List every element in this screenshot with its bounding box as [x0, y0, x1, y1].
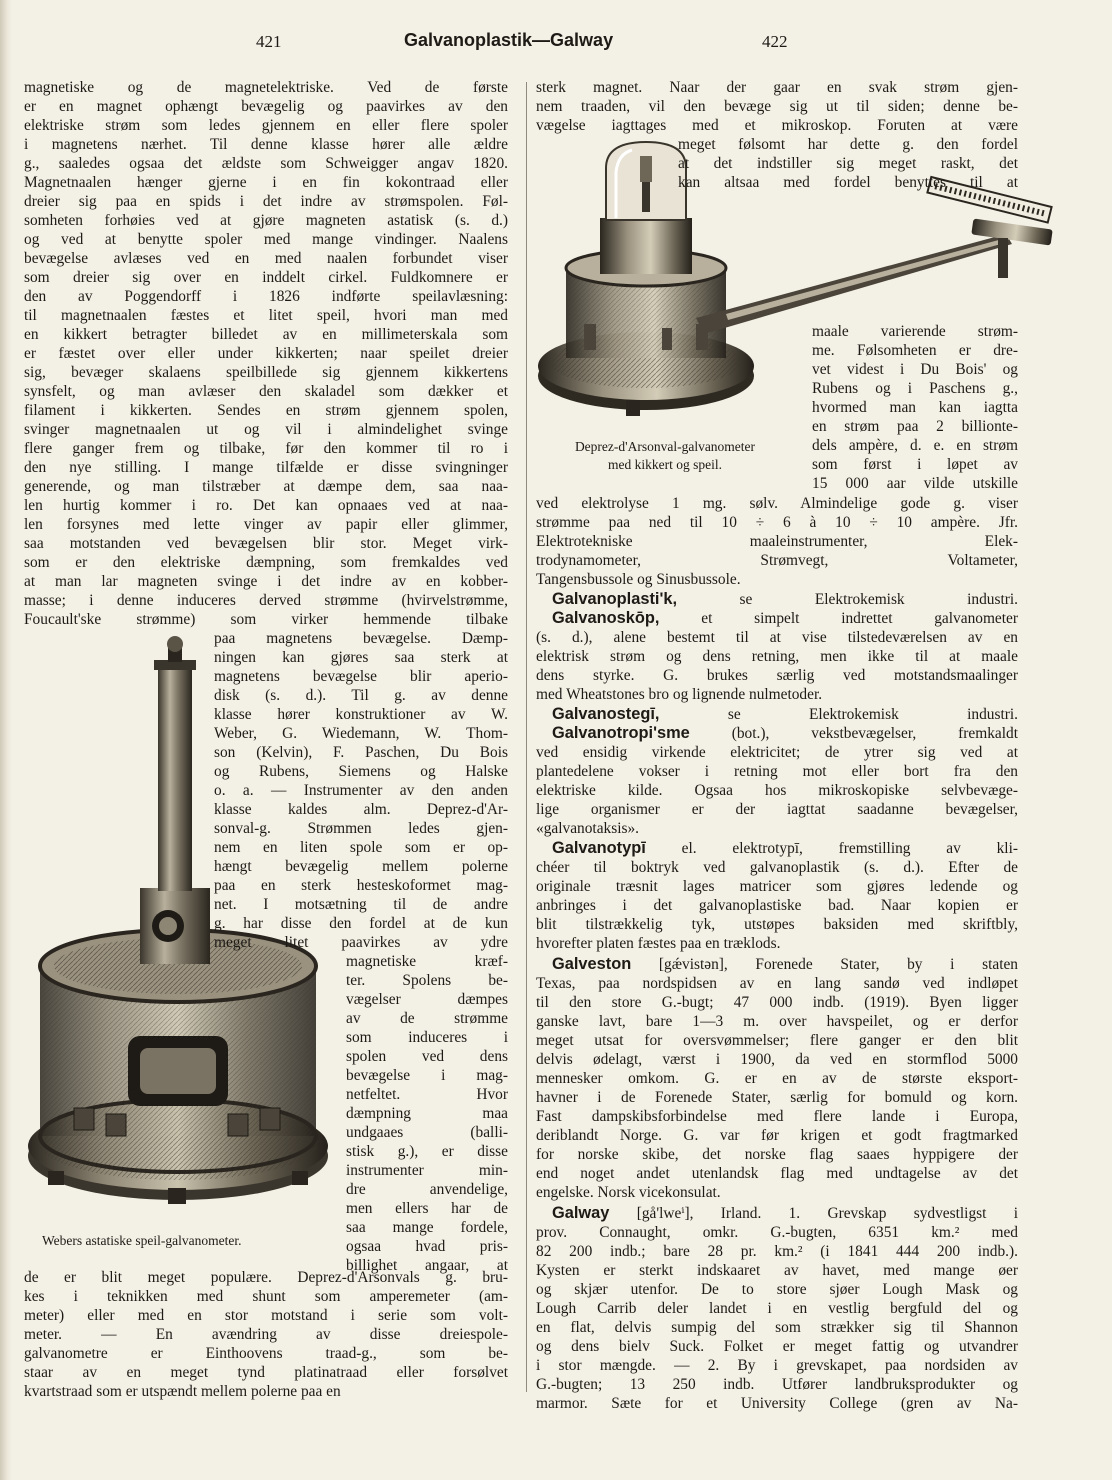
left-wrap-line: paa en sterk hesteskoformet mag- — [214, 877, 508, 894]
left-wrap-narrow-line: stisk g.), er disse — [346, 1143, 508, 1160]
left-column-line: masse; i denne induceres derved strømme (hvirvelstrømme, — [24, 592, 508, 609]
entry-text: [gǽvistən], Forenede Stater, by i staten — [631, 956, 1018, 973]
left-column-line: len hurtig kommer i ro. Det kan opnaaes ved at naa- — [24, 497, 508, 514]
left-bottom-line: kes i teknikken med shunt som amperemeter (am- — [24, 1288, 508, 1305]
right-wrap-narrow-line: som først i løpet av — [812, 456, 1018, 473]
entry-galveston-line: ganske lavt, bare 1—3 m. over havspeilet, og er derfor — [536, 1013, 1018, 1030]
left-wrap-line: meget litet paavirkes av ydre — [214, 934, 508, 951]
left-column-line: elektriske strøm som ledes gjennem en eller flere spoler — [24, 117, 508, 134]
left-wrap-line: Weber, G. Wiedemann, W. Thom- — [214, 725, 508, 742]
entry-galveston-line: deriblandt Norge. G. var før krigen et godt fragtmarked — [536, 1127, 1018, 1144]
right-column-line: ved elektrolyse 1 mg. sølv. Almindelige gode g. viser — [536, 495, 1018, 512]
left-column-line: filament i kikkerten. Sendes en strøm gjennem spolen, — [24, 402, 508, 419]
left-column-line: len forsynes med lette vinger av papir eller glimmer, — [24, 516, 508, 533]
entry-headword: Galvanostegī, — [552, 705, 660, 723]
entry-headword: Galvanotropi'sme — [552, 724, 690, 742]
entry-galvanoskop — [552, 609, 1018, 628]
left-column-line: en kikkert betragter billedet av en millimeterskala som — [24, 326, 508, 343]
right-column-line: Tangensbussole og Sinusbussole. — [536, 571, 741, 588]
entry-galveston-line: meget utsat for oversvømmelser; flere ganger er den blit — [536, 1032, 1018, 1049]
left-column-line: flere ganger frem og tilbake, før den kommer til ro i — [24, 440, 508, 457]
left-wrap-narrow-line: bevægelse i mag- — [346, 1067, 508, 1084]
left-column-line: somheten forhøies ved at gjøre magneten astatisk (s. d.) — [24, 212, 508, 229]
left-column-line: magnetiske og de magnetelektriske. Ved de første — [24, 79, 508, 96]
left-bottom-line: meter) eller med en stor motstand i serie som volt- — [24, 1307, 508, 1324]
left-column-line: at man lar magneten svinge i det indre av en kobber- — [24, 573, 508, 590]
left-wrap-narrow-line: dre anvendelige, — [346, 1181, 508, 1198]
left-wrap-narrow-line: undgaaes (balli- — [346, 1124, 508, 1141]
left-wrap-line: og Rubens, Siemens og Halske — [214, 763, 508, 780]
entry-galway-line: G.-bugten; 13 250 indb. Utfører landbruksprodukter og — [536, 1376, 1018, 1393]
entry-galvanotropisme-line: lige organismer er der iagttat saadanne bevægelser, — [536, 801, 1018, 818]
entry-galveston-line: til den store G.-bugt; 47 000 indb. (1919). Byen ligger — [536, 994, 1018, 1011]
left-column-line: Foucault'ske strømme) som virker hemmende tilbake — [24, 611, 508, 628]
entry-text: (bot.), vekstbevægelser, fremkaldt — [689, 725, 1018, 742]
entry-galvanotypi-line: originale træsnit lages matricer som gjøres ledende og — [536, 878, 1018, 895]
left-wrap-narrow-line: instrumenter min- — [346, 1162, 508, 1179]
left-column-line: sig, bevæger skalaens speilbillede sig gjennem kikkertens — [24, 364, 508, 381]
left-wrap-line: magnetens bevægelse blir aperio- — [214, 668, 508, 685]
entry-headword: Galway — [552, 1204, 610, 1222]
entry-text: se Elektrokemisk industri. — [659, 706, 1018, 723]
right-column-line: trodynamometer, Strømvegt, Voltameter, — [536, 552, 1018, 569]
left-wrap-line: paa magnetens bevægelse. Dæmp- — [214, 630, 508, 647]
column-divider — [526, 82, 527, 1392]
left-wrap-narrow-line: vægelser dæmpes — [346, 991, 508, 1008]
left-wrap-line: sonval-g. Strømmen ledes gjen- — [214, 820, 508, 837]
left-bottom-line: meter. — En avændring av disse dreiespole- — [24, 1326, 508, 1343]
left-wrap-narrow-line: men ellers har de — [346, 1200, 508, 1217]
entry-text: el. elektrotypī, fremstilling av kli- — [645, 840, 1018, 857]
running-title: Galvanoplastik—Galway — [404, 30, 614, 50]
left-wrap-line: disk (s. d.). Til g. av denne — [214, 687, 508, 704]
left-column-line: dreier sig paa en spids i det indre av strømspolen. Føl- — [24, 193, 508, 210]
entry-galvanoskop-line: med Wheatstones bro og lignende nulmetoder. — [536, 686, 823, 703]
entry-galveston-line: Texas, paa nordspidsen av en lang sandø ved indløpet — [536, 975, 1018, 992]
entry-galvanoskop-line: elektrisk strøm og dens retning, men ikke til at maale — [536, 648, 1018, 665]
left-wrap-line: ningen kan gjøres saa sterk at — [214, 649, 508, 666]
entry-headword: Galvanotypī — [552, 839, 646, 857]
left-wrap-line: klasse hører konstruktioner av W. — [214, 706, 508, 723]
entry-galvanotypi-line: blit tilstrækkelig tyk, utstøpes baksiden med skriftbly, — [536, 916, 1018, 933]
page-header — [0, 32, 1112, 58]
left-bottom-line: kvartstraad som er utspændt mellem polerne paa en — [24, 1383, 341, 1400]
left-wrap-line: net. I motsætning til de andre — [214, 896, 508, 913]
left-wrap-narrow-line: ogsaa hvad pris- — [346, 1238, 508, 1255]
entry-galway-line: og skjær utenfor. De to store sjøer Lough Mask og — [536, 1281, 1018, 1298]
entry-galvanotropisme-line: «galvanotaksis». — [536, 820, 640, 837]
entry-galvanotypi-line: chéer til boktryk ved galvanoplastik (s. d.). Efter de — [536, 859, 1018, 876]
entry-galveston — [552, 955, 1018, 974]
left-wrap-narrow-line: av de strømme — [346, 1010, 508, 1027]
entry-headword: Galvanoplasti'k, — [552, 590, 678, 608]
entry-galveston-line: Fast dampskibsforbindelse med flere lande i Europa, — [536, 1108, 1018, 1125]
left-column-line: synsfelt, og man avlæser den skaladel som dækker et — [24, 383, 508, 400]
entry-galway-line: 82 200 indb.; bare 28 pr. km.² (i 1841 444 200 indb.). — [536, 1243, 1018, 1260]
entry-galvanotropisme — [552, 724, 1018, 743]
entry-text: se Elektrokemisk industri. — [677, 591, 1018, 608]
entry-galvanotypi — [552, 839, 1018, 858]
entry-galvanostegi — [552, 705, 1018, 724]
page-edge-shadow — [0, 0, 12, 1480]
left-wrap-narrow-line: saa mange fordele, — [346, 1219, 508, 1236]
right-column-line: strømme paa ned til 10 ÷ 6 à 10 ÷ 10 ampère. Jfr. — [536, 514, 1018, 531]
left-wrap-line: nem en liten spole som er op- — [214, 839, 508, 856]
entry-galveston-line: end noget andet utenlandsk flag med undtagelse av det — [536, 1165, 1018, 1182]
entry-galvanotypi-line: anbringes i det galvanoplastiske bad. Naar kopien er — [536, 897, 1018, 914]
left-column-line: saa motstanden ved bevægelsen blir stor. Meget virk- — [24, 535, 508, 552]
entry-galway-line: en flat, delvis sumpig del som strækker sig til Shannon — [536, 1319, 1018, 1336]
left-wrap-narrow-line: netfeltet. Hvor — [346, 1086, 508, 1103]
entry-galveston-line: havner i de Forenede Stater, særlig for bomuld og korn. — [536, 1089, 1018, 1106]
entry-galveston-line: for norske skibe, det norske flag saaes hyppigere der — [536, 1146, 1018, 1163]
right-wrap-narrow-line: dels ampère, d. e. en strøm — [812, 437, 1018, 454]
left-column-line: som er den elektriske dæmpning, som fremkaldes ved — [24, 554, 508, 571]
left-wrap-narrow-line: ter. Spolens be- — [346, 972, 508, 989]
entry-galvanotypi-line: hvorefter platen fæstes paa en træklods. — [536, 935, 781, 952]
left-column-line: svinger magnetnaalen ut og vil i almindelighet svinge — [24, 421, 508, 438]
left-column-line: g., saaledes ogsaa det ældste som Schweigger angav 1820. — [24, 155, 508, 172]
left-column-line: bevægelse avlæses ved en med naalen forbundet viser — [24, 250, 508, 267]
right-wrap-narrow-line: maale varierende strøm- — [812, 323, 1018, 340]
left-bottom-line: staar av en meget tynd platinatraad eller forsølvet — [24, 1364, 508, 1381]
right-column-line: sterk magnet. Naar der gaar en svak strøm gjen- — [536, 79, 1018, 96]
entry-headword: Galvanoskōp, — [552, 609, 660, 627]
left-column-line: er fæstet over eller under kikkerten; naar speilet dreier — [24, 345, 508, 362]
entry-galway-line: prov. Connaught, omkr. G.-bugten, 6351 km.² med — [536, 1224, 1018, 1241]
figure-caption-deprez-line1: Deprez-d'Arsonval-galvanometer — [574, 439, 756, 454]
entry-galvanotropisme-line: plantedelene vokser i retning mot eller bort fra den — [536, 763, 1018, 780]
right-wrap-narrow-line: me. Følsomheten er dre- — [812, 342, 1018, 359]
left-column-line: og ved at benytte spoler med mange vindinger. Naalens — [24, 231, 508, 248]
entry-galway-line: Kysten er sterkt indskaaret av havet, med mange øer — [536, 1262, 1018, 1279]
entry-galway-line: marmor. Sæte for et University College (gren av Na- — [536, 1395, 1018, 1412]
left-column-line: som dreier sig over en inddelt cirkel. Fuldkomnere er — [24, 269, 508, 286]
entry-galway-line: i stor mængde. — 2. By i grevskapet, paa nordsiden av — [536, 1357, 1018, 1374]
entry-galvanoskop-line: dens styrke. G. brukes særlig ved motstandsmaalinger — [536, 667, 1018, 684]
right-wrap-line: kan altsaa med fordel benyttes til at — [678, 174, 1018, 191]
page-number-left: 421 — [256, 32, 282, 51]
left-wrap-line: klasse kaldes alm. Deprez-d'Ar- — [214, 801, 508, 818]
left-wrap-narrow-line: dæmpning maa — [346, 1105, 508, 1122]
left-column-line: til magnetnaalen fæstes et litet speil, hvori man med — [24, 307, 508, 324]
entry-text: [gå'lweⁱ], Irland. 1. Grevskap sydvestligst i — [609, 1205, 1018, 1222]
left-bottom-line: de er blit meget populære. Deprez-d'Arsonvals g. bru- — [24, 1269, 508, 1286]
entry-galvanotropisme-line: elektriske kilde. Ogsaa hos mikroskopiske selvbevæge- — [536, 782, 1018, 799]
right-wrap-narrow-line: en strøm paa 2 billionte- — [812, 418, 1018, 435]
right-wrap-narrow-line: Rubens og i Paschens g., — [812, 380, 1018, 397]
left-column-line: i magnetens nærhet. Til denne klasse hører alle ældre — [24, 136, 508, 153]
page-number-right: 422 — [762, 32, 788, 51]
right-column-line: vægelse iagttages med et mikroskop. Foruten at være — [536, 117, 1018, 134]
entry-galvanoplastik — [552, 590, 1018, 609]
right-wrap-line: at det indstiller sig meget raskt, det — [678, 155, 1018, 172]
entry-text: et simpelt indrettet galvanometer — [659, 610, 1018, 627]
left-wrap-line: g. har disse den fordel at de kun — [214, 915, 508, 932]
left-column-line: Magnetnaalen hænger gjerne i en fin kokontraad eller — [24, 174, 508, 191]
left-wrap-line: o. a. — Instrumenter av den anden — [214, 782, 508, 799]
left-bottom-line: galvanometre er Einthoovens traad-g., som be- — [24, 1345, 508, 1362]
left-wrap-narrow-line: billighet angaar, at — [346, 1257, 508, 1274]
left-column-line: er en magnet ophængt bevægelig og paavirkes av den — [24, 98, 508, 115]
entry-galveston-line: delvis ødelagt, værst i 1900, da ved en stormflod 5000 — [536, 1051, 1018, 1068]
figure-caption-weber: Webers astatiske speil-galvanometer. — [42, 1233, 242, 1248]
entry-galveston-line: engelske. Norsk vicekonsulat. — [536, 1184, 721, 1201]
left-column-line: generende, og man tilstræber at dæmpe dem, saa naa- — [24, 478, 508, 495]
left-wrap-narrow-line: magnetiske kræf- — [346, 953, 508, 970]
entry-galvanotropisme-line: ved ensidig virkende elektricitet; de ytrer sig ved at — [536, 744, 1018, 761]
right-wrap-narrow-line: 15 000 aar vilde utskille — [812, 475, 1018, 492]
entry-galveston-line: mennesker omkom. G. er en av de største eksport- — [536, 1070, 1018, 1087]
right-wrap-line: meget følsomt har dette g. den fordel — [678, 136, 1018, 153]
left-wrap-line: son (Kelvin), F. Paschen, Du Bois — [214, 744, 508, 761]
entry-headword: Galveston — [552, 955, 632, 973]
left-wrap-narrow-line: som induceres i — [346, 1029, 508, 1046]
left-wrap-line: hængt bevægelig mellem polerne — [214, 858, 508, 875]
entry-galvanoskop-line: (s. d.), alene bestemt til at vise tilstedeværelsen av en — [536, 629, 1018, 646]
right-wrap-narrow-line: hvormed man kan iagtta — [812, 399, 1018, 416]
right-column-line: nem traaden, vil den bevæge sig ut til siden; denne be- — [536, 98, 1018, 115]
left-column-line: den nye stilling. I mange tilfælde er disse svingninger — [24, 459, 508, 476]
figure-caption-deprez-line2: med kikkert og speil. — [608, 457, 722, 472]
left-wrap-narrow-line: spolen ved dens — [346, 1048, 508, 1065]
entry-galway-line: og dens bielv Suck. Folket er meget fattig og utvandrer — [536, 1338, 1018, 1355]
entry-galway — [552, 1204, 1018, 1223]
right-wrap-narrow-line: vet videst i Du Bois' og — [812, 361, 1018, 378]
entry-galway-line: Lough Carrib deler landet i en vestlig bergfuld del og — [536, 1300, 1018, 1317]
right-column-line: Elektrotekniske maaleinstrumenter, Elek- — [536, 533, 1018, 550]
left-column-line: den av Poggendorff i 1826 indførte speilavlæsning: — [24, 288, 508, 305]
